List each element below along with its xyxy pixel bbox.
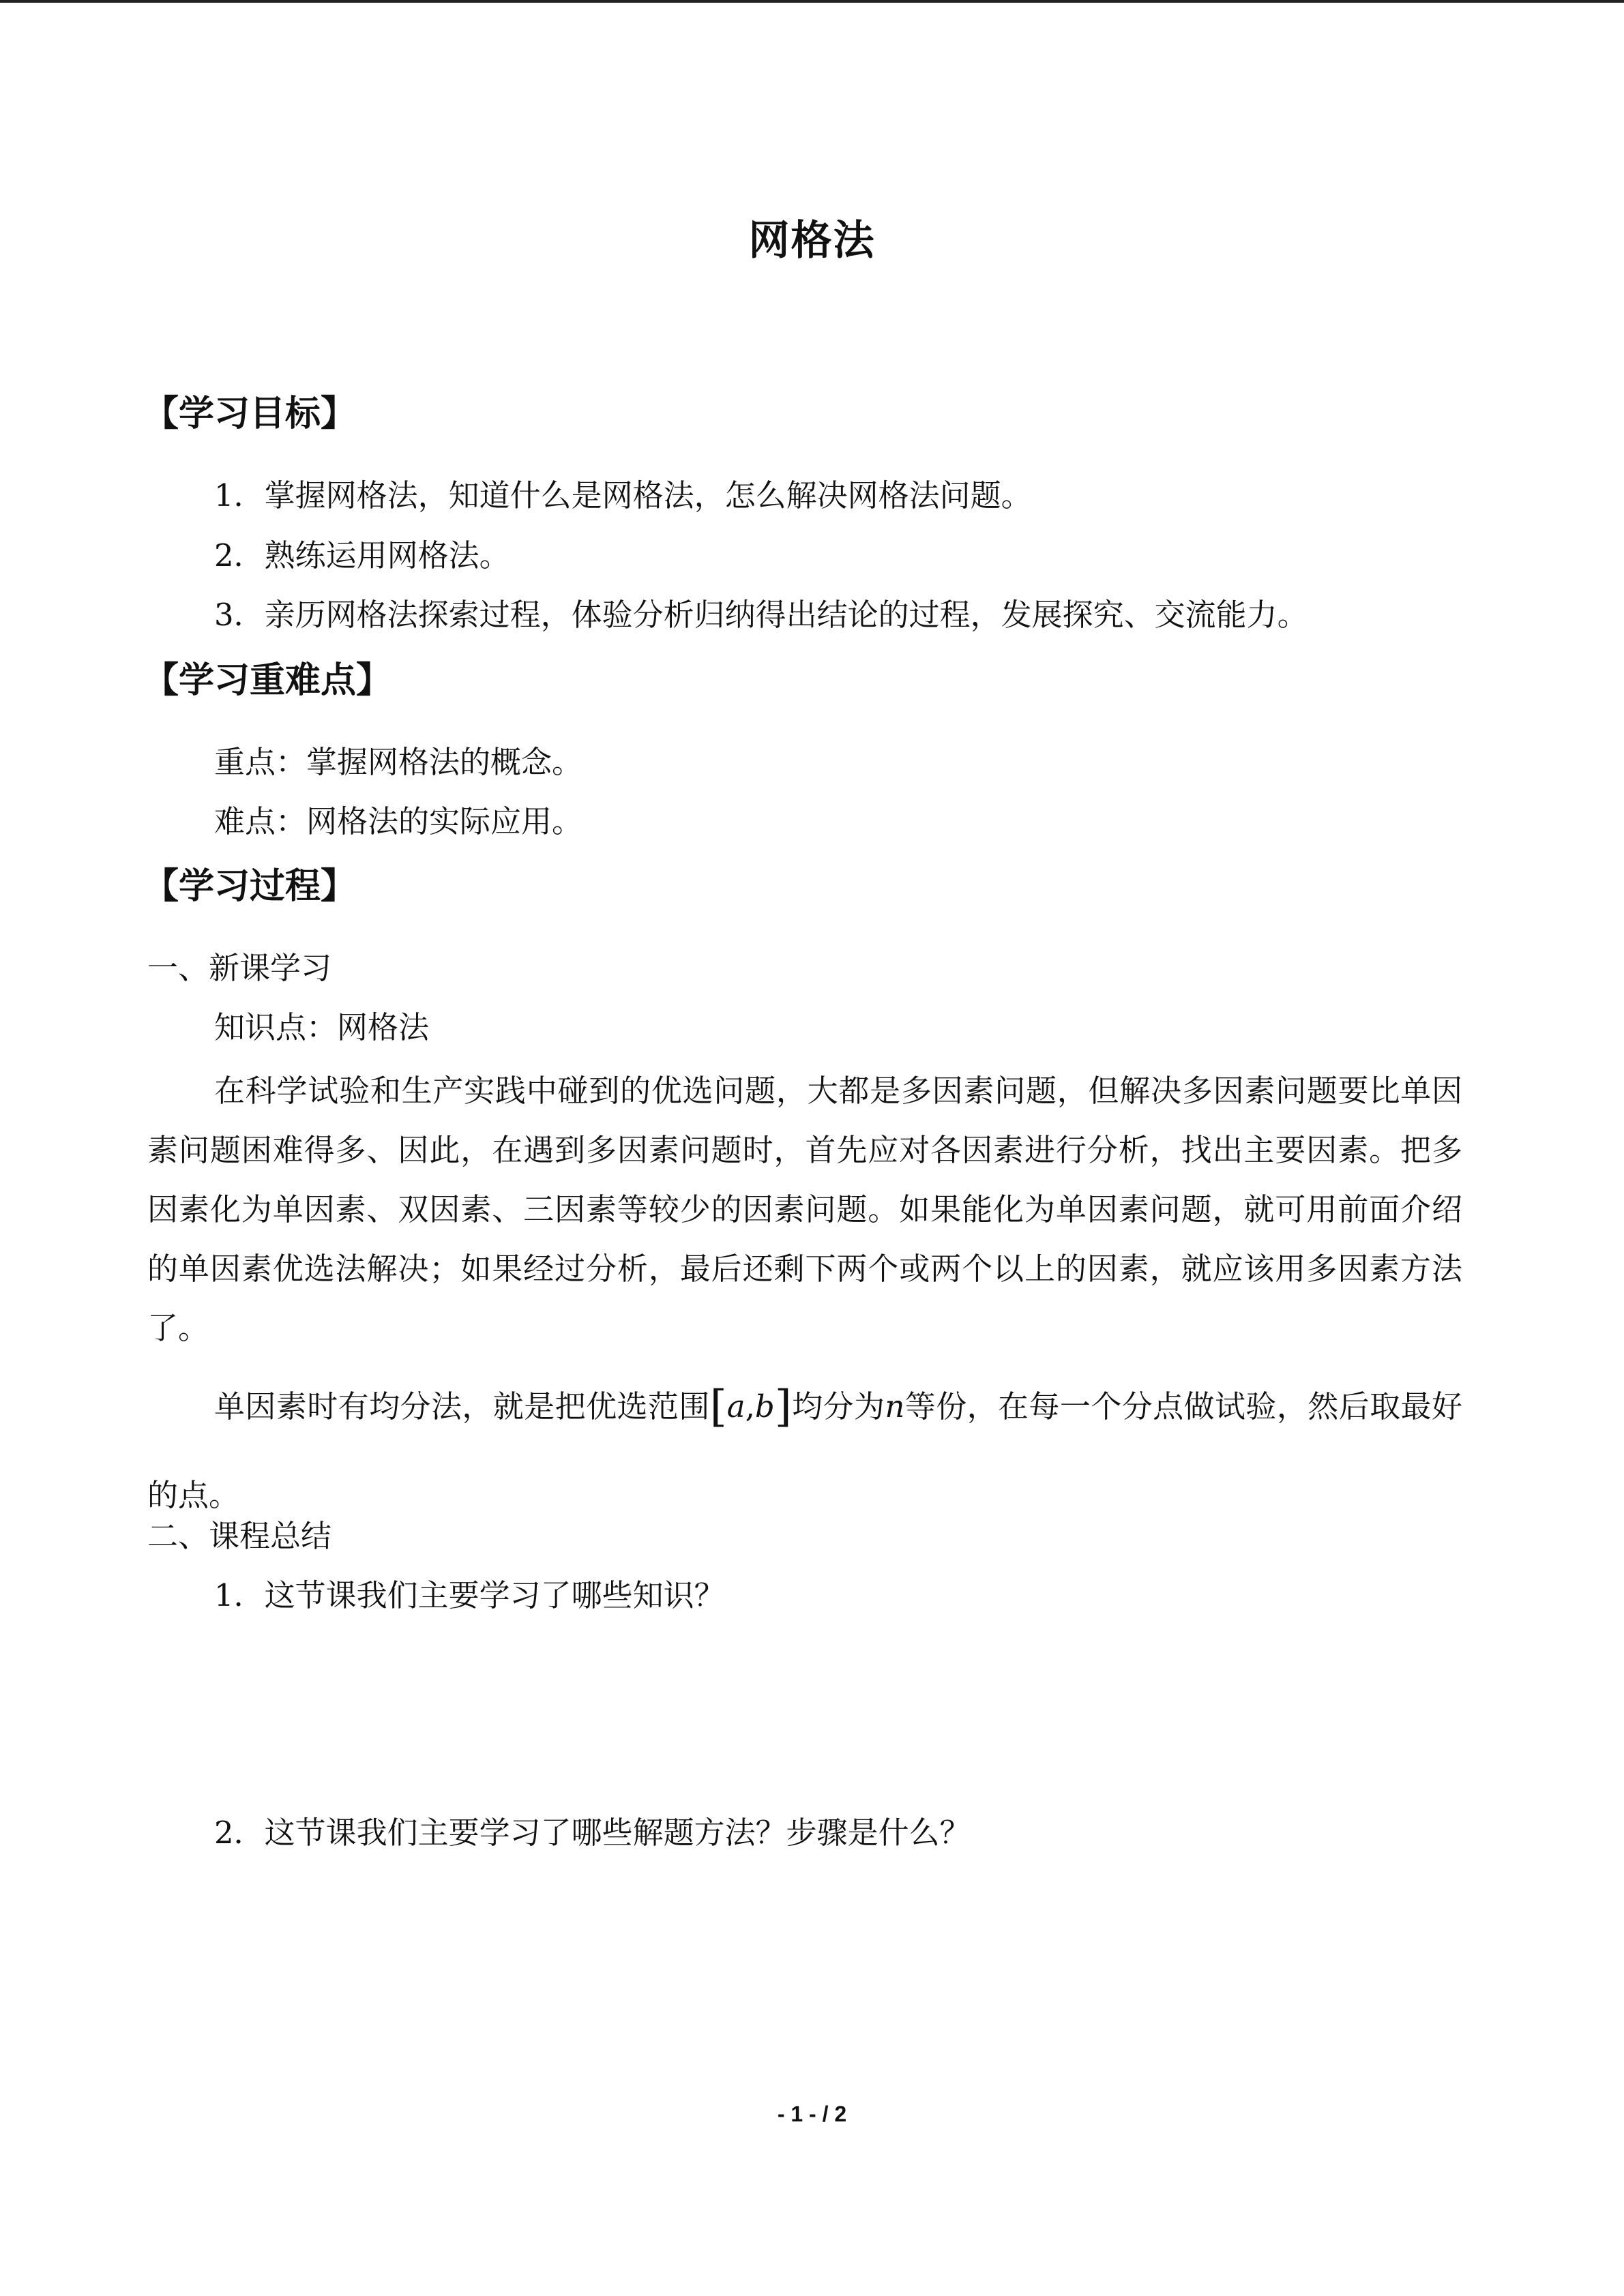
range-variable-b: b — [754, 1388, 775, 1425]
para2-before-range: 单因素时有均分法，就是把优选范围 — [214, 1388, 710, 1425]
range-open-bracket: [ — [709, 1382, 727, 1432]
objective-item-3: 3．亲历网格法探索过程，体验分析归纳得出结论的过程，发展探究、交流能力。 — [214, 597, 1308, 633]
part2-title: 二、课程总结 — [147, 1518, 332, 1554]
summary-question-1: 1．这节课我们主要学习了哪些知识？ — [214, 1577, 725, 1613]
objectives-heading: 【学习目标】 — [143, 393, 357, 434]
part1-title: 一、新课学习 — [147, 950, 332, 986]
variable-n: n — [885, 1388, 905, 1425]
range-comma: , — [745, 1388, 755, 1425]
para2-after-n: 等份，在每一个分点做试验，然后取最好的点。 — [147, 1388, 1462, 1513]
objective-item-1: 1．掌握网格法，知道什么是网格法，怎么解决网格法问题。 — [214, 477, 1032, 513]
key-point-difficulty: 难点：网格法的实际应用。 — [214, 803, 583, 839]
range-close-bracket: ] — [774, 1382, 792, 1432]
key-point-focus: 重点：掌握网格法的概念。 — [214, 744, 583, 780]
summary-question-2: 2．这节课我们主要学习了哪些解题方法？步骤是什么？ — [214, 1815, 971, 1851]
page-number: - 1 - / 2 — [777, 2102, 847, 2126]
knowledge-point-label: 知识点：网格法 — [214, 1009, 430, 1045]
objective-item-2: 2．熟练运用网格法。 — [214, 537, 510, 573]
range-variable-a: a — [726, 1388, 745, 1425]
paragraph-multifactor: 在科学试验和生产实践中碰到的优选问题，大都是多因素问题，但解决多因素问题要比单因素问题困难得多、因此，在遇到多因素问题时，首先应对各因素进行分析，找出主要因素。把多因素化为单因素、双因素、三因素等较少的因素问题。如果能化为单因素问题，就可用前面介绍的单因素优选法解决；如果经过分析，最后还剩下两个或两个以上的因素，就应该用多因素方法了。 — [147, 1073, 1462, 1346]
key-points-heading: 【学习重难点】 — [143, 660, 392, 701]
paragraph-uniform-division — [147, 1362, 1462, 1540]
para2-mid-text: 均分为 — [791, 1388, 885, 1425]
document-title: 网格法 — [748, 217, 876, 265]
process-heading: 【学习过程】 — [143, 866, 357, 907]
